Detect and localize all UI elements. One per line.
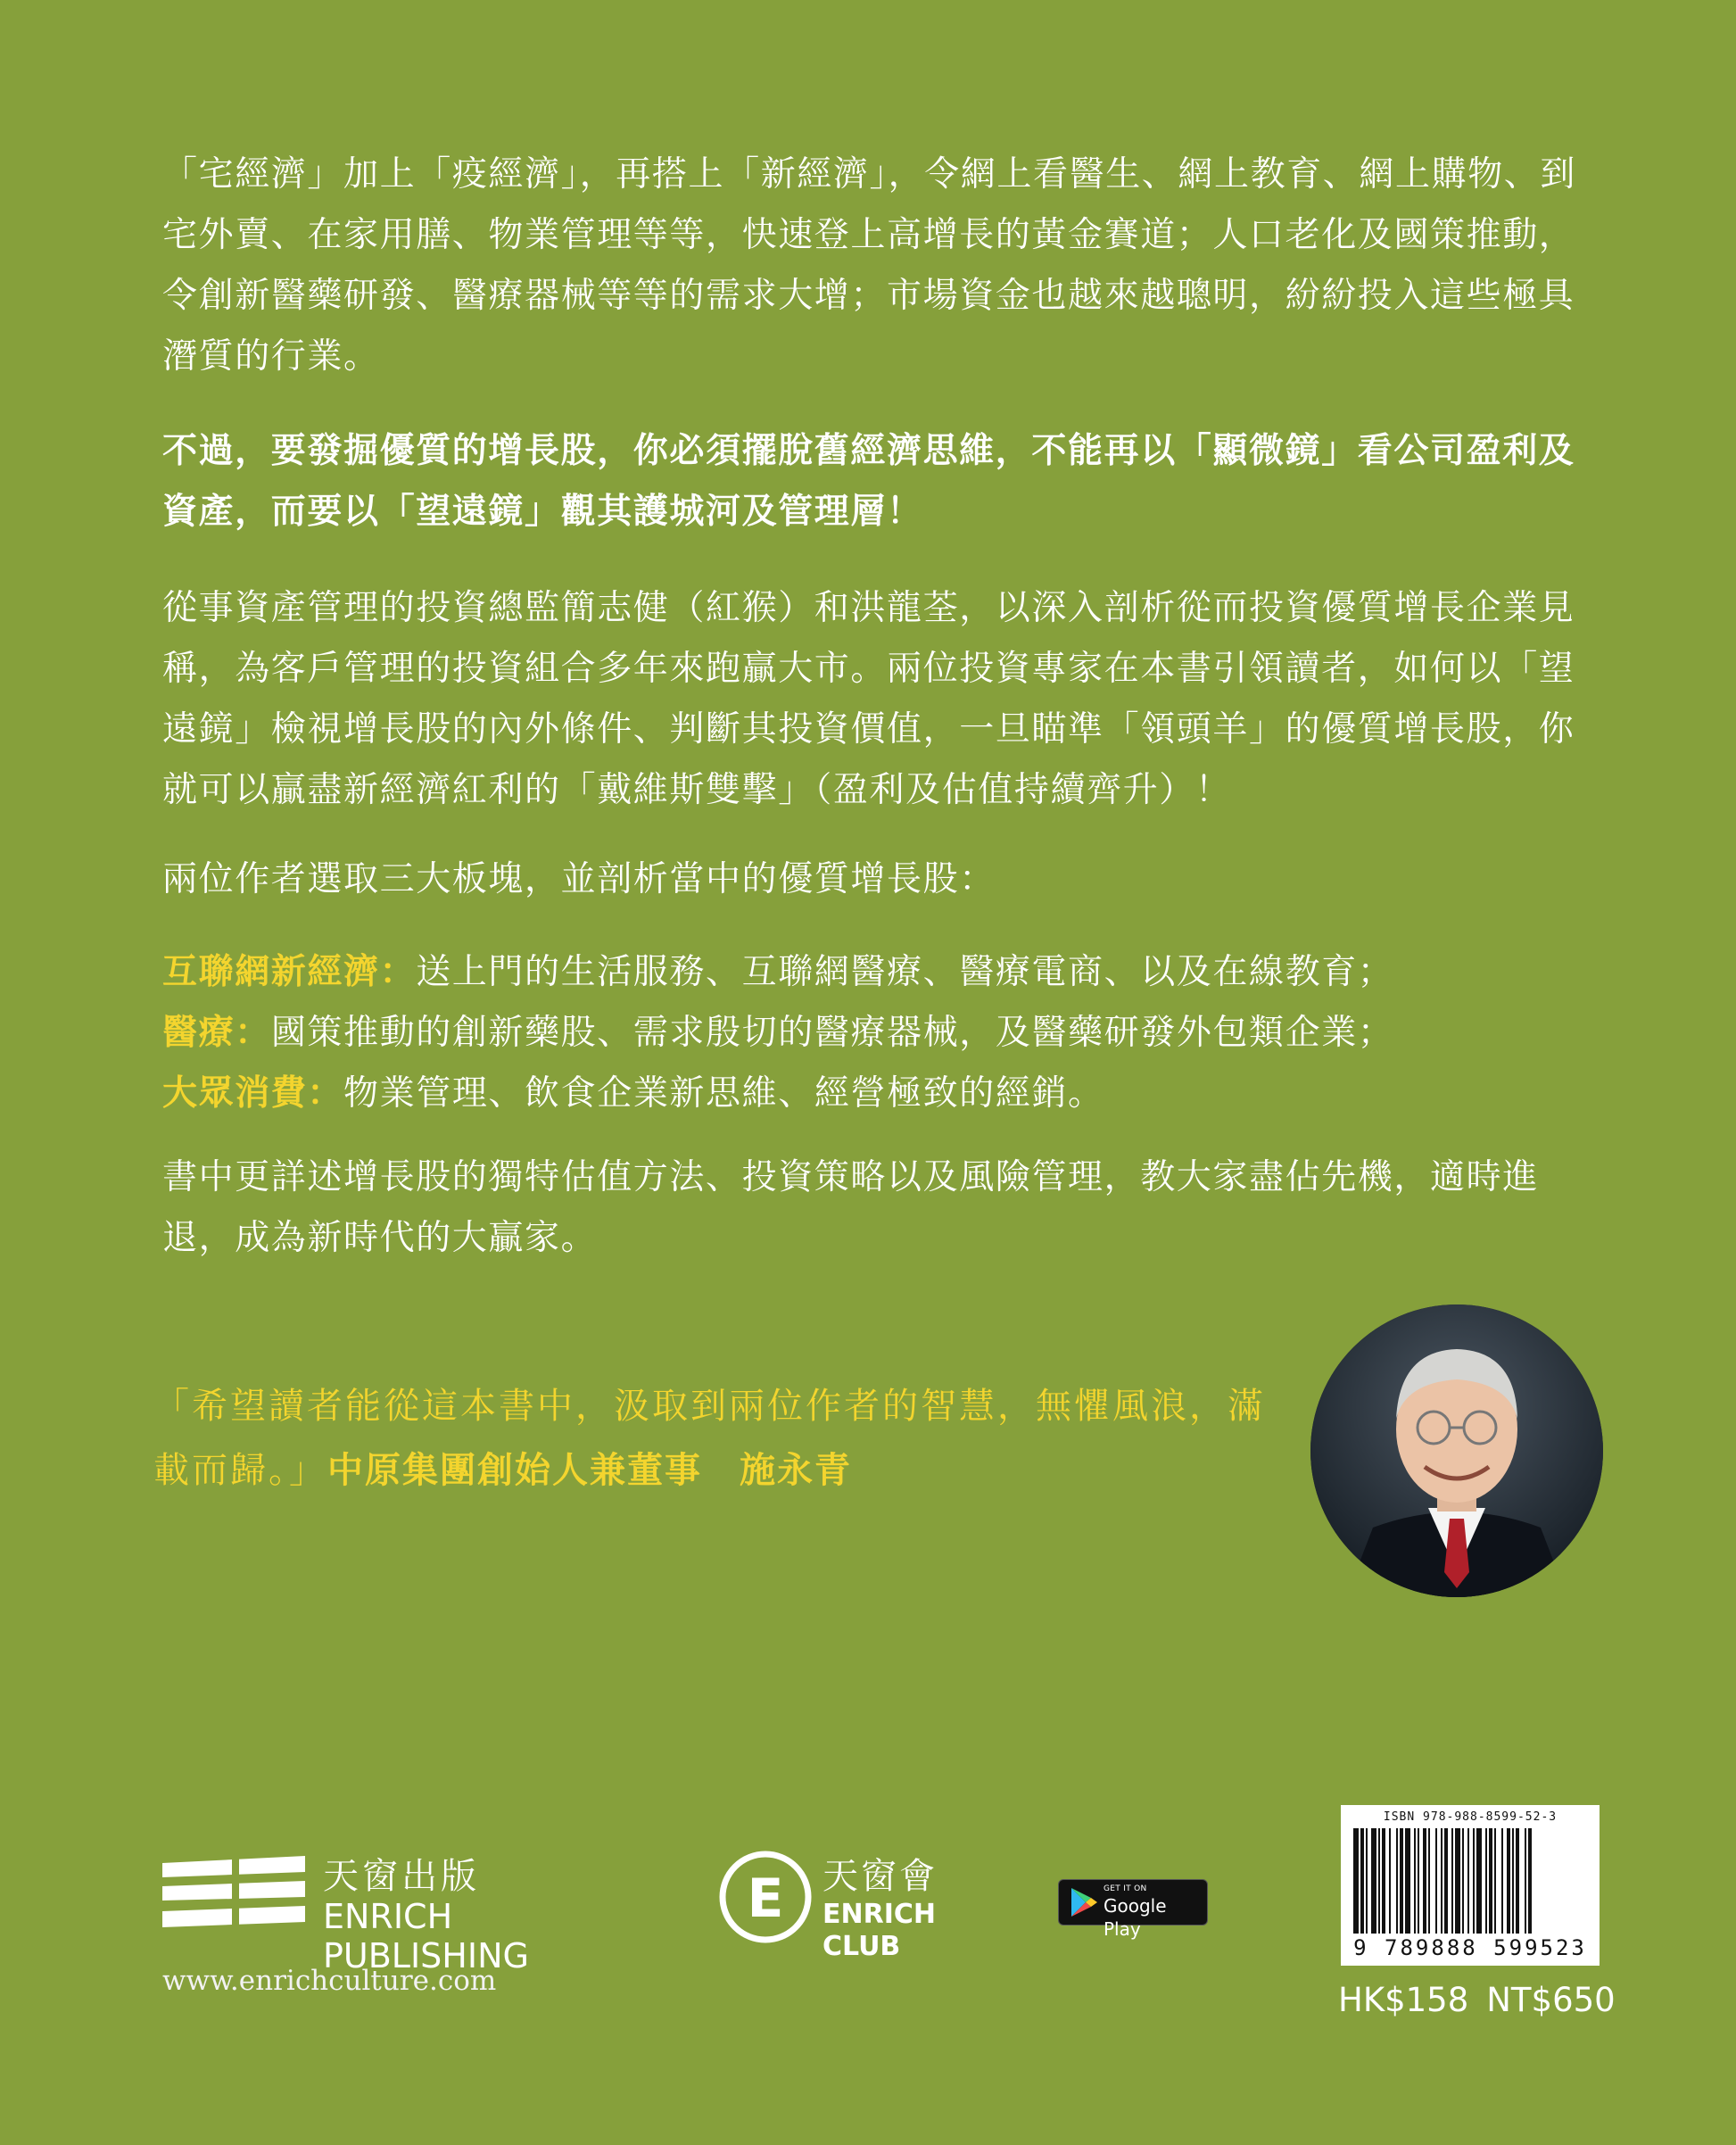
barcode-bar — [1462, 1828, 1464, 1934]
sector-name: 醫療： — [162, 1013, 271, 1053]
barcode-bar — [1366, 1828, 1368, 1934]
blurb-paragraph-5: 書中更詳述增長股的獨特估值方法、投資策略以及風險管理，教大家盡佔先機，適時進退，成為新時代的大贏家。 — [162, 1157, 1539, 1258]
sector-item — [162, 1064, 1608, 1124]
barcode-bar — [1476, 1828, 1482, 1934]
sector-desc: 送上門的生活服務、互聯網醫療、醫療電商、以及在線教育； — [416, 952, 1394, 992]
publisher-website[interactable]: www.enrichculture.com — [162, 1965, 497, 1997]
google-play-label: Google Play — [1104, 1895, 1167, 1940]
barcode-bar — [1389, 1828, 1391, 1934]
barcode-bar — [1353, 1828, 1359, 1934]
barcode-bar — [1360, 1828, 1364, 1934]
barcode-bar — [1451, 1828, 1453, 1934]
blurb-paragraph-4: 兩位作者選取三大板塊，並剖析當中的優質增長股： — [162, 859, 996, 899]
barcode-bar — [1418, 1828, 1419, 1934]
barcode-bar — [1455, 1828, 1460, 1934]
isbn-label: ISBN 978-988-8599-52-3 — [1383, 1810, 1558, 1824]
barcode-bar — [1441, 1828, 1443, 1934]
enrich-club-circle-icon — [717, 1849, 814, 1945]
barcode-bar — [1485, 1828, 1487, 1934]
enrich-publishing-mark-icon — [162, 1856, 305, 1936]
sector-name: 大眾消費： — [162, 1073, 344, 1114]
google-play-badge[interactable] — [1058, 1879, 1208, 1940]
sector-desc: 國策推動的創新藥股、需求殷切的醫療器械，及醫藥研發外包類企業； — [270, 1013, 1394, 1053]
sector-list — [162, 942, 1608, 1124]
enrich-publishing-logo — [162, 1856, 662, 1975]
enrich-club-logo — [717, 1849, 1012, 1962]
barcode-bar — [1382, 1828, 1385, 1934]
barcode-bar — [1444, 1828, 1448, 1934]
google-play-icon — [1066, 1884, 1102, 1920]
price-hk: HK$158 — [1338, 1981, 1469, 2019]
barcode-bar — [1473, 1828, 1475, 1934]
barcode-bar — [1501, 1828, 1503, 1934]
barcode-bar — [1400, 1828, 1403, 1934]
barcode-bar — [1396, 1828, 1398, 1934]
price-nt: NT$650 — [1486, 1981, 1616, 2019]
club-name-en: ENRICH CLUB — [823, 1899, 936, 1962]
isbn-barcode — [1341, 1805, 1600, 1966]
isbn-digits: 9 789888 599523 — [1353, 1935, 1587, 1960]
barcode-bar — [1428, 1828, 1430, 1934]
google-play-small-text: GET IT ON — [1104, 1884, 1147, 1893]
club-name-cn: 天窗會 — [823, 1856, 938, 1897]
barcode-bar — [1489, 1828, 1492, 1934]
club-logo-letter: E — [747, 1868, 784, 1930]
barcode-bar — [1414, 1828, 1416, 1934]
barcode-bar — [1435, 1828, 1437, 1934]
barcode-bar — [1423, 1828, 1426, 1934]
publisher-name-en: ENRICH PUBLISHING — [323, 1897, 529, 1975]
barcode-bar — [1507, 1828, 1510, 1934]
price-line — [1338, 1981, 1633, 2020]
barcode-bar — [1494, 1828, 1496, 1934]
portrait-image — [1310, 1304, 1603, 1597]
sector-desc: 物業管理、飲食企業新思維、經營極致的經銷。 — [343, 1073, 1104, 1114]
barcode-bar — [1405, 1828, 1410, 1934]
quote-attribution: 中原集團創始人兼董事 施永青 — [327, 1450, 852, 1491]
sector-item — [162, 942, 1608, 1003]
barcode-bar — [1516, 1828, 1519, 1934]
barcode-bar — [1467, 1828, 1469, 1934]
blurb-paragraph-1: 「宅經濟」加上「疫經濟」，再搭上「新經濟」，令網上看醫生、網上教育、網上購物、到宅外賣、在家用膳、物業管理等等，快速登上高增長的黃金賽道；人口老化及國策推動，令創新醫藥研發、醫療器械等等的需求大增；市場資金也越來越聰明，紛紛投入這些極具潛質的行業。 — [162, 154, 1577, 377]
barcode-bars — [1350, 1828, 1591, 1934]
blurb-paragraph-bold: 不過，要發掘優質的增長股，你必須擺脫舊經濟思維，不能再以「顯微鏡」看公司盈利及資產，而要以「望遠鏡」觀其護城河及管理層！ — [162, 431, 1575, 532]
sector-item — [162, 1003, 1608, 1064]
barcode-bar — [1371, 1828, 1376, 1934]
endorsement-quote — [153, 1374, 1295, 1503]
publisher-name-cn: 天窗出版 — [323, 1856, 480, 1897]
barcode-bar — [1512, 1828, 1514, 1934]
blurb-paragraph-3: 從事資產管理的投資總監簡志健（紅猴）和洪龍荃，以深入剖析從而投資優質增長企業見稱，為客戶管理的投資組合多年來跑贏大市。兩位投資專家在本書引領讀者，如何以「望遠鏡」檢視增長股的內外條件、判斷其投資價值，一旦瞄準「領頭羊」的優質增長股，你就可以贏盡新經濟紅利的「戴維斯雙擊」（盈利及估值持續齊升）！ — [162, 588, 1575, 810]
sector-name: 互聯網新經濟： — [162, 952, 417, 992]
quote-text: 「希望讀者能從這本書中，汲取到兩位作者的智慧，無懼風浪，滿載而歸。」 — [153, 1386, 1266, 1491]
barcode-bar — [1528, 1828, 1532, 1934]
endorser-portrait — [1310, 1304, 1603, 1597]
barcode-bar — [1525, 1828, 1526, 1934]
barcode-bar — [1378, 1828, 1380, 1934]
